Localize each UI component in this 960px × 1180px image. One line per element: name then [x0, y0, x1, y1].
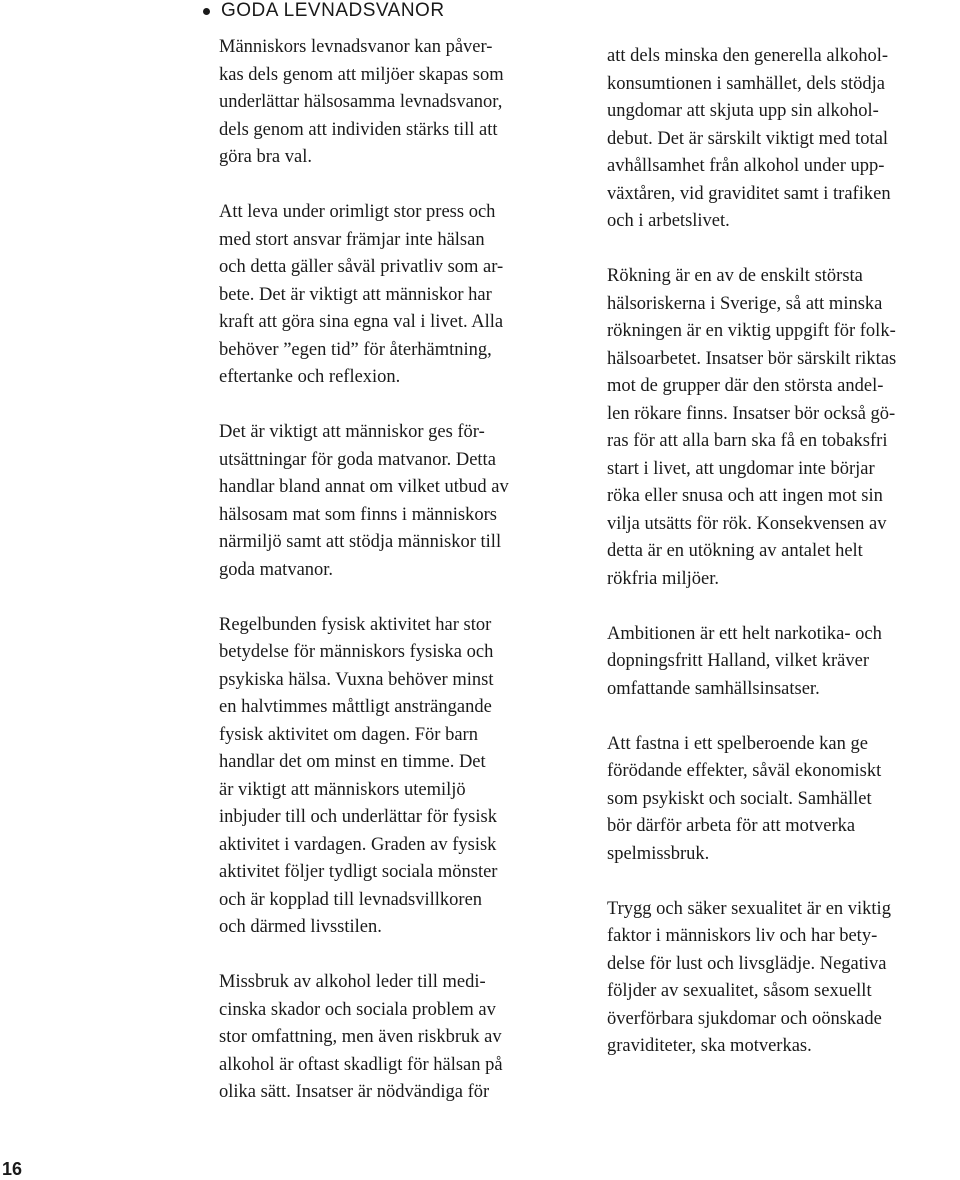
text-line: hälsoriskerna i Sverige, så att minska — [607, 293, 883, 314]
left-column — [219, 34, 579, 1134]
section-heading — [203, 0, 445, 22]
text-line: olika sätt. Insatser är nödvändiga för — [219, 1082, 490, 1102]
paragraph — [607, 731, 960, 869]
text-line: spelmissbruk. — [607, 843, 710, 864]
right-column — [607, 43, 960, 1088]
paragraph — [219, 34, 579, 172]
text-line: bete. Det är viktigt att människor har — [219, 284, 492, 305]
text-line: Trygg och säker sexualitet är en viktig — [607, 898, 891, 919]
page-number: 16 — [2, 1159, 23, 1179]
text-line: handlar det om minst en timme. Det — [219, 752, 486, 772]
text-line: röka eller snusa och att ingen mot sin — [607, 486, 883, 506]
text-line: stor omfattning, men även riskbruk av — [219, 1027, 502, 1047]
text-line: överförbara sjukdomar och oönskade — [607, 1008, 882, 1029]
text-line: aktivitet följer tydligt sociala mönster — [219, 862, 498, 882]
text-line: handlar bland annat om vilket utbud av — [219, 477, 509, 497]
text-line: bör därför arbeta för att motverka — [607, 816, 856, 836]
text-line: som psykiskt och socialt. Samhället — [607, 788, 872, 809]
text-line: start i livet, att ungdomar inte börjar — [607, 458, 875, 479]
text-line: aktivitet i vardagen. Graden av fysisk — [219, 834, 497, 855]
text-line: Regelbunden fysisk aktivitet har stor — [219, 614, 492, 635]
text-line: kraft att göra sina egna val i livet. Alla — [219, 312, 504, 332]
text-line: dopningsfritt Halland, vilket kräver — [607, 651, 870, 671]
text-line: och därmed livsstilen. — [219, 917, 382, 937]
text-line: utsättningar för goda matvanor. Detta — [219, 449, 496, 470]
section-heading-text: GODA LEVNADSVANOR — [221, 0, 445, 21]
text-line: Att leva under orimligt stor press och — [219, 202, 496, 222]
text-line: följder av sexualitet, såsom sexuellt — [607, 981, 872, 1001]
text-line: goda matvanor. — [219, 559, 334, 580]
paragraph — [219, 612, 579, 942]
text-line: fysisk aktivitet om dagen. För barn — [219, 724, 478, 745]
text-line: delse för lust och livsglädje. Negativa — [607, 953, 887, 974]
bullet-icon — [203, 8, 210, 15]
text-line: konsumtionen i samhället, dels stödja — [607, 73, 885, 94]
paragraph — [607, 896, 960, 1061]
text-line: Ambitionen är ett helt narkotika- och — [607, 623, 882, 644]
text-line: underlättar hälsosamma levnadsvanor, — [219, 92, 503, 112]
text-line: Rökning är en av de enskilt största — [607, 266, 863, 286]
paragraph — [219, 199, 579, 392]
text-line: ras för att alla barn ska få en tobaksfri — [607, 431, 888, 451]
paragraph — [219, 419, 579, 584]
text-line: Människors levnadsvanor kan påver- — [219, 37, 493, 57]
text-line: och detta gäller såväl privatliv som ar- — [219, 257, 504, 277]
text-line: graviditeter, ska motverkas. — [607, 1036, 812, 1056]
text-line: detta är en utökning av antalet helt — [607, 541, 863, 561]
text-line: debut. Det är särskilt viktigt med total — [607, 128, 889, 149]
text-line: Det är viktigt att människor ges för- — [219, 422, 485, 442]
text-line: hälsosam mat som finns i människors — [219, 504, 497, 525]
paragraph — [219, 969, 579, 1107]
text-line: alkohol är oftast skadligt för hälsan på — [219, 1054, 503, 1075]
text-line: behöver ”egen tid” för återhämtning, — [219, 339, 492, 360]
text-line: förödande effekter, såväl ekonomiskt — [607, 761, 882, 781]
text-line: avhållsamhet från alkohol under upp- — [607, 156, 885, 176]
text-line: rökningen är en viktig uppgift för folk- — [607, 321, 896, 341]
text-line: psykiska hälsa. Vuxna behöver minst — [219, 669, 494, 690]
text-line: inbjuder till och underlättar för fysisk — [219, 807, 497, 827]
text-line: Att fastna i ett spelberoende kan ge — [607, 733, 868, 754]
text-line: ungdomar att skjuta upp sin alkohol- — [607, 101, 879, 121]
text-line: dels genom att individen stärks till att — [219, 119, 498, 140]
text-line: eftertanke och reflexion. — [219, 367, 401, 387]
text-line: med stort ansvar främjar inte hälsan — [219, 229, 485, 250]
text-line: att dels minska den generella alkohol- — [607, 46, 889, 66]
text-line: hälsoarbetet. Insatser bör särskilt riktas — [607, 348, 897, 369]
text-line: närmiljö samt att stödja människor till — [219, 532, 502, 552]
text-line: är viktigt att människors utemiljö — [219, 779, 466, 800]
text-line: och i arbetslivet. — [607, 211, 730, 231]
text-line: kas dels genom att miljöer skapas som — [219, 64, 504, 85]
text-line: göra bra val. — [219, 147, 312, 167]
text-line: och är kopplad till levnadsvillkoren — [219, 889, 483, 910]
text-line: omfattande samhällsinsatser. — [607, 678, 820, 699]
paragraph — [607, 263, 960, 593]
text-line: faktor i människors liv och har bety- — [607, 926, 878, 946]
text-line: en halvtimmes måttligt ansträngande — [219, 697, 492, 717]
text-line: mot de grupper där den största andel- — [607, 376, 884, 396]
text-line: rökfria miljöer. — [607, 568, 719, 589]
paragraph — [607, 621, 960, 704]
text-line: Missbruk av alkohol leder till medi- — [219, 972, 486, 992]
text-line: växtåren, vid graviditet samt i trafiken — [607, 183, 891, 204]
paragraph — [607, 43, 960, 236]
text-line: cinska skador och sociala problem av — [219, 999, 496, 1020]
text-line: vilja utsätts för rök. Konsekvensen av — [607, 513, 887, 534]
text-line: len rökare finns. Insatser bör också gö- — [607, 403, 896, 424]
text-line: betydelse för människors fysiska och — [219, 642, 494, 662]
